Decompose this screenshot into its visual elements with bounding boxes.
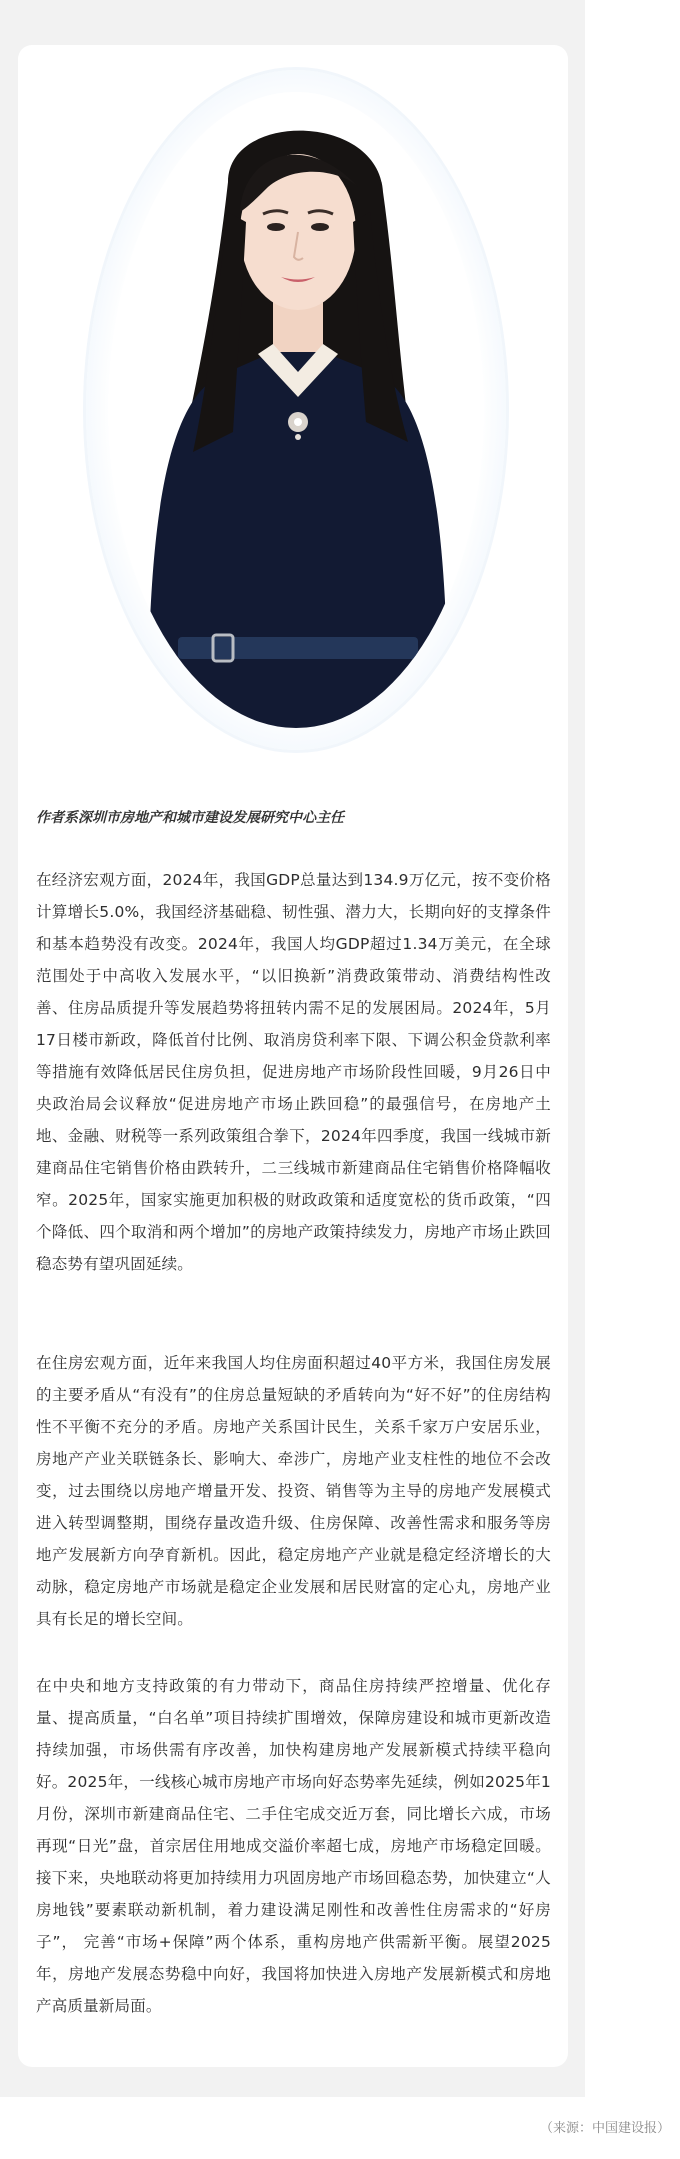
article-paragraph-1: 在经济宏观方面，2024年，我国GDP总量达到134.9万亿元，按不变价格计算增长5.0%，我国经济基础稳、韧性强、潜力大，长期向好的支撑条件和基本趋势没有改变。2024年，我国人均GDP超过1.34万美元，在全球范围处于中高收入发展水平，“以旧换新”消费政策带动、消费结构性改善、住房品质提升等发展趋势将扭转内需不足的发展困局。2024年，5月17日楼市新政，降低首付比例、取消房贷利率下限、下调公积金贷款利率等措施有效降低居民住房负担，促进房地产市场阶段性回暖，9月26日中央政治局会议释放“促进房地产市场止跌回稳”的最强信号，在房地产土地、金融、财税等一系列政策组合拳下，2024年四季度，我国一线城市新建商品住宅销售价格由跌转升，二三线城市新建商品住宅销售价格降幅收窄。2025年，国家实施更加积极的财政政策和适度宽松的货币政策，“四个降低、四个取消和两个增加”的房地产政策持续发力，房地产市场止跌回稳态势有望巩固延续。 xyxy=(36,871,551,1273)
author-portrait-illustration xyxy=(108,92,484,728)
author-portrait xyxy=(108,92,484,728)
article-paragraph-3: 在中央和地方支持政策的有力带动下，商品住房持续严控增量、优化存量、提高质量，“白名单”项目持续扩围增效，保障房建设和城市更新改造持续加强，市场供需有序改善，加快构建房地产发展新模式持续平稳向好。2025年，一线核心城市房地产市场向好态势率先延续，例如2025年1月份，深圳市新建商品住宅、二手住宅成交近万套，同比增长六成，市场再现“日光”盘，首宗居住用地成交溢价率超七成，房地产市场稳定回暖。接下来，央地联动将更加持续用力巩固房地产市场回稳态势，加快建立“人房地钱”要素联动新机制，着力建设满足刚性和改善性住房需求的“好房子”， 完善“市场+保障”两个体系，重构房地产供需新平衡。展望2025年，房地产发展态势稳中向好，我国将加快进入房地产发展新模式和房地产高质量新局面。 xyxy=(36,1677,551,2015)
article-paragraph-2: 在住房宏观方面，近年来我国人均住房面积超过40平方米，我国住房发展的主要矛盾从“有没有”的住房总量短缺的矛盾转向为“好不好”的住房结构性不平衡不充分的矛盾。房地产关系国计民生，关系千家万户安居乐业，房地产产业关联链条长、影响大、牵涉广，房地产业支柱性的地位不会改变，过去围绕以房地产增量开发、投资、销售等为主导的房地产发展模式进入转型调整期，围绕存量改造升级、住房保障、改善性需求和服务等房地产发展新方向孕育新机。因此，稳定房地产产业就是稳定经济增长的大动脉，稳定房地产市场就是稳定企业发展和居民财富的定心丸，房地产业具有长足的增长空间。 xyxy=(36,1354,551,1628)
author-caption: 作者系深圳市房地产和城市建设发展研究中心主任 xyxy=(36,810,344,826)
source-credit: （来源：中国建设报） xyxy=(539,2121,670,2136)
